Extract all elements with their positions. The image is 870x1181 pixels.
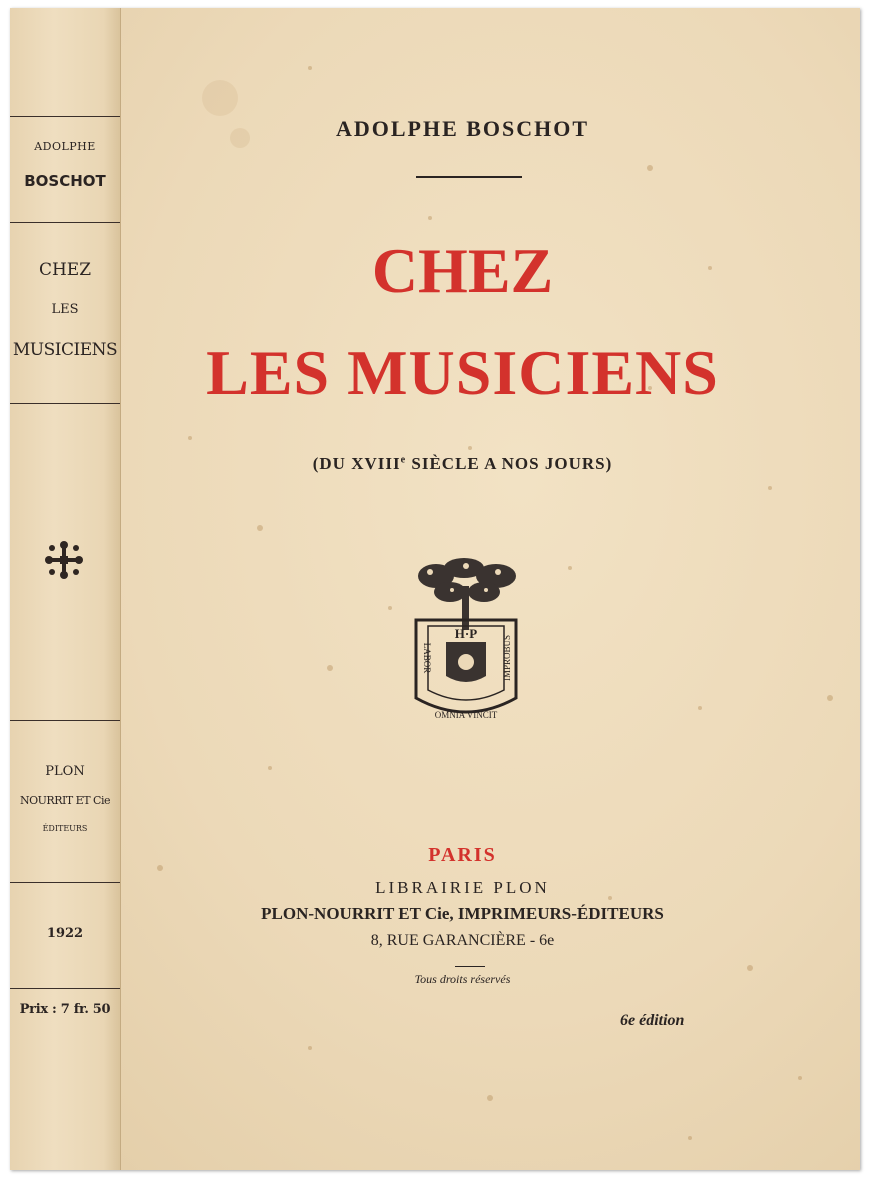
spine-year: 1922 xyxy=(46,926,84,941)
cover-title-line1: CHEZ xyxy=(371,235,554,306)
cover-subtitle xyxy=(10,454,860,474)
emblem-motto-right: IMPROBUS xyxy=(502,634,512,682)
book-cover xyxy=(10,8,860,1170)
book-spine xyxy=(10,8,121,1170)
spine-price: Prix : 7 fr. 50 xyxy=(19,1002,111,1017)
spine-title-line2: LES xyxy=(51,302,79,317)
subtitle-superscript: e xyxy=(400,454,407,466)
emblem-motto-bottom: OMNIA VINCIT xyxy=(434,710,498,720)
spine-title-line1: CHEZ xyxy=(38,260,92,280)
cover-title-line2: LES MUSICIENS xyxy=(206,337,719,408)
cover-author: ADOLPHE BOSCHOT xyxy=(335,116,590,141)
address-rule xyxy=(455,966,485,967)
spine-rule xyxy=(10,988,120,989)
cover-printer: PLON-NOURRIT ET Cie, IMPRIMEURS-ÉDITEURS xyxy=(261,904,664,923)
spine-publisher-line1: PLON xyxy=(45,764,85,779)
cover-edition: 6e édition xyxy=(620,1012,685,1029)
cover-publisher: LIBRAIRIE PLON xyxy=(375,878,550,897)
spine-title-line3: MUSICIENS xyxy=(12,340,118,360)
author-rule xyxy=(416,176,522,178)
emblem-monogram: H·P xyxy=(454,626,478,641)
spine-ornament-icon xyxy=(44,540,84,580)
spine-author-last: BOSCHOT xyxy=(24,172,106,190)
spine-publisher-line3: ÉDITEURS xyxy=(42,824,88,833)
cover-city: PARIS xyxy=(428,844,497,866)
publisher-emblem-icon xyxy=(406,558,526,726)
spine-rule xyxy=(10,222,120,223)
spine-author-first: ADOLPHE xyxy=(34,140,96,153)
cover-rights: Tous droits réservés xyxy=(414,972,511,986)
spine-publisher-line2: NOURRIT ET Cie xyxy=(20,794,110,807)
cover-address: 8, RUE GARANCIÈRE - 6e xyxy=(370,932,555,949)
emblem-motto-left: LABOR xyxy=(422,642,432,674)
subtitle-end: SIÈCLE A NOS JOURS) xyxy=(406,454,613,473)
spine-rule xyxy=(10,720,120,721)
subtitle-start: (DU XVIII xyxy=(312,454,401,473)
